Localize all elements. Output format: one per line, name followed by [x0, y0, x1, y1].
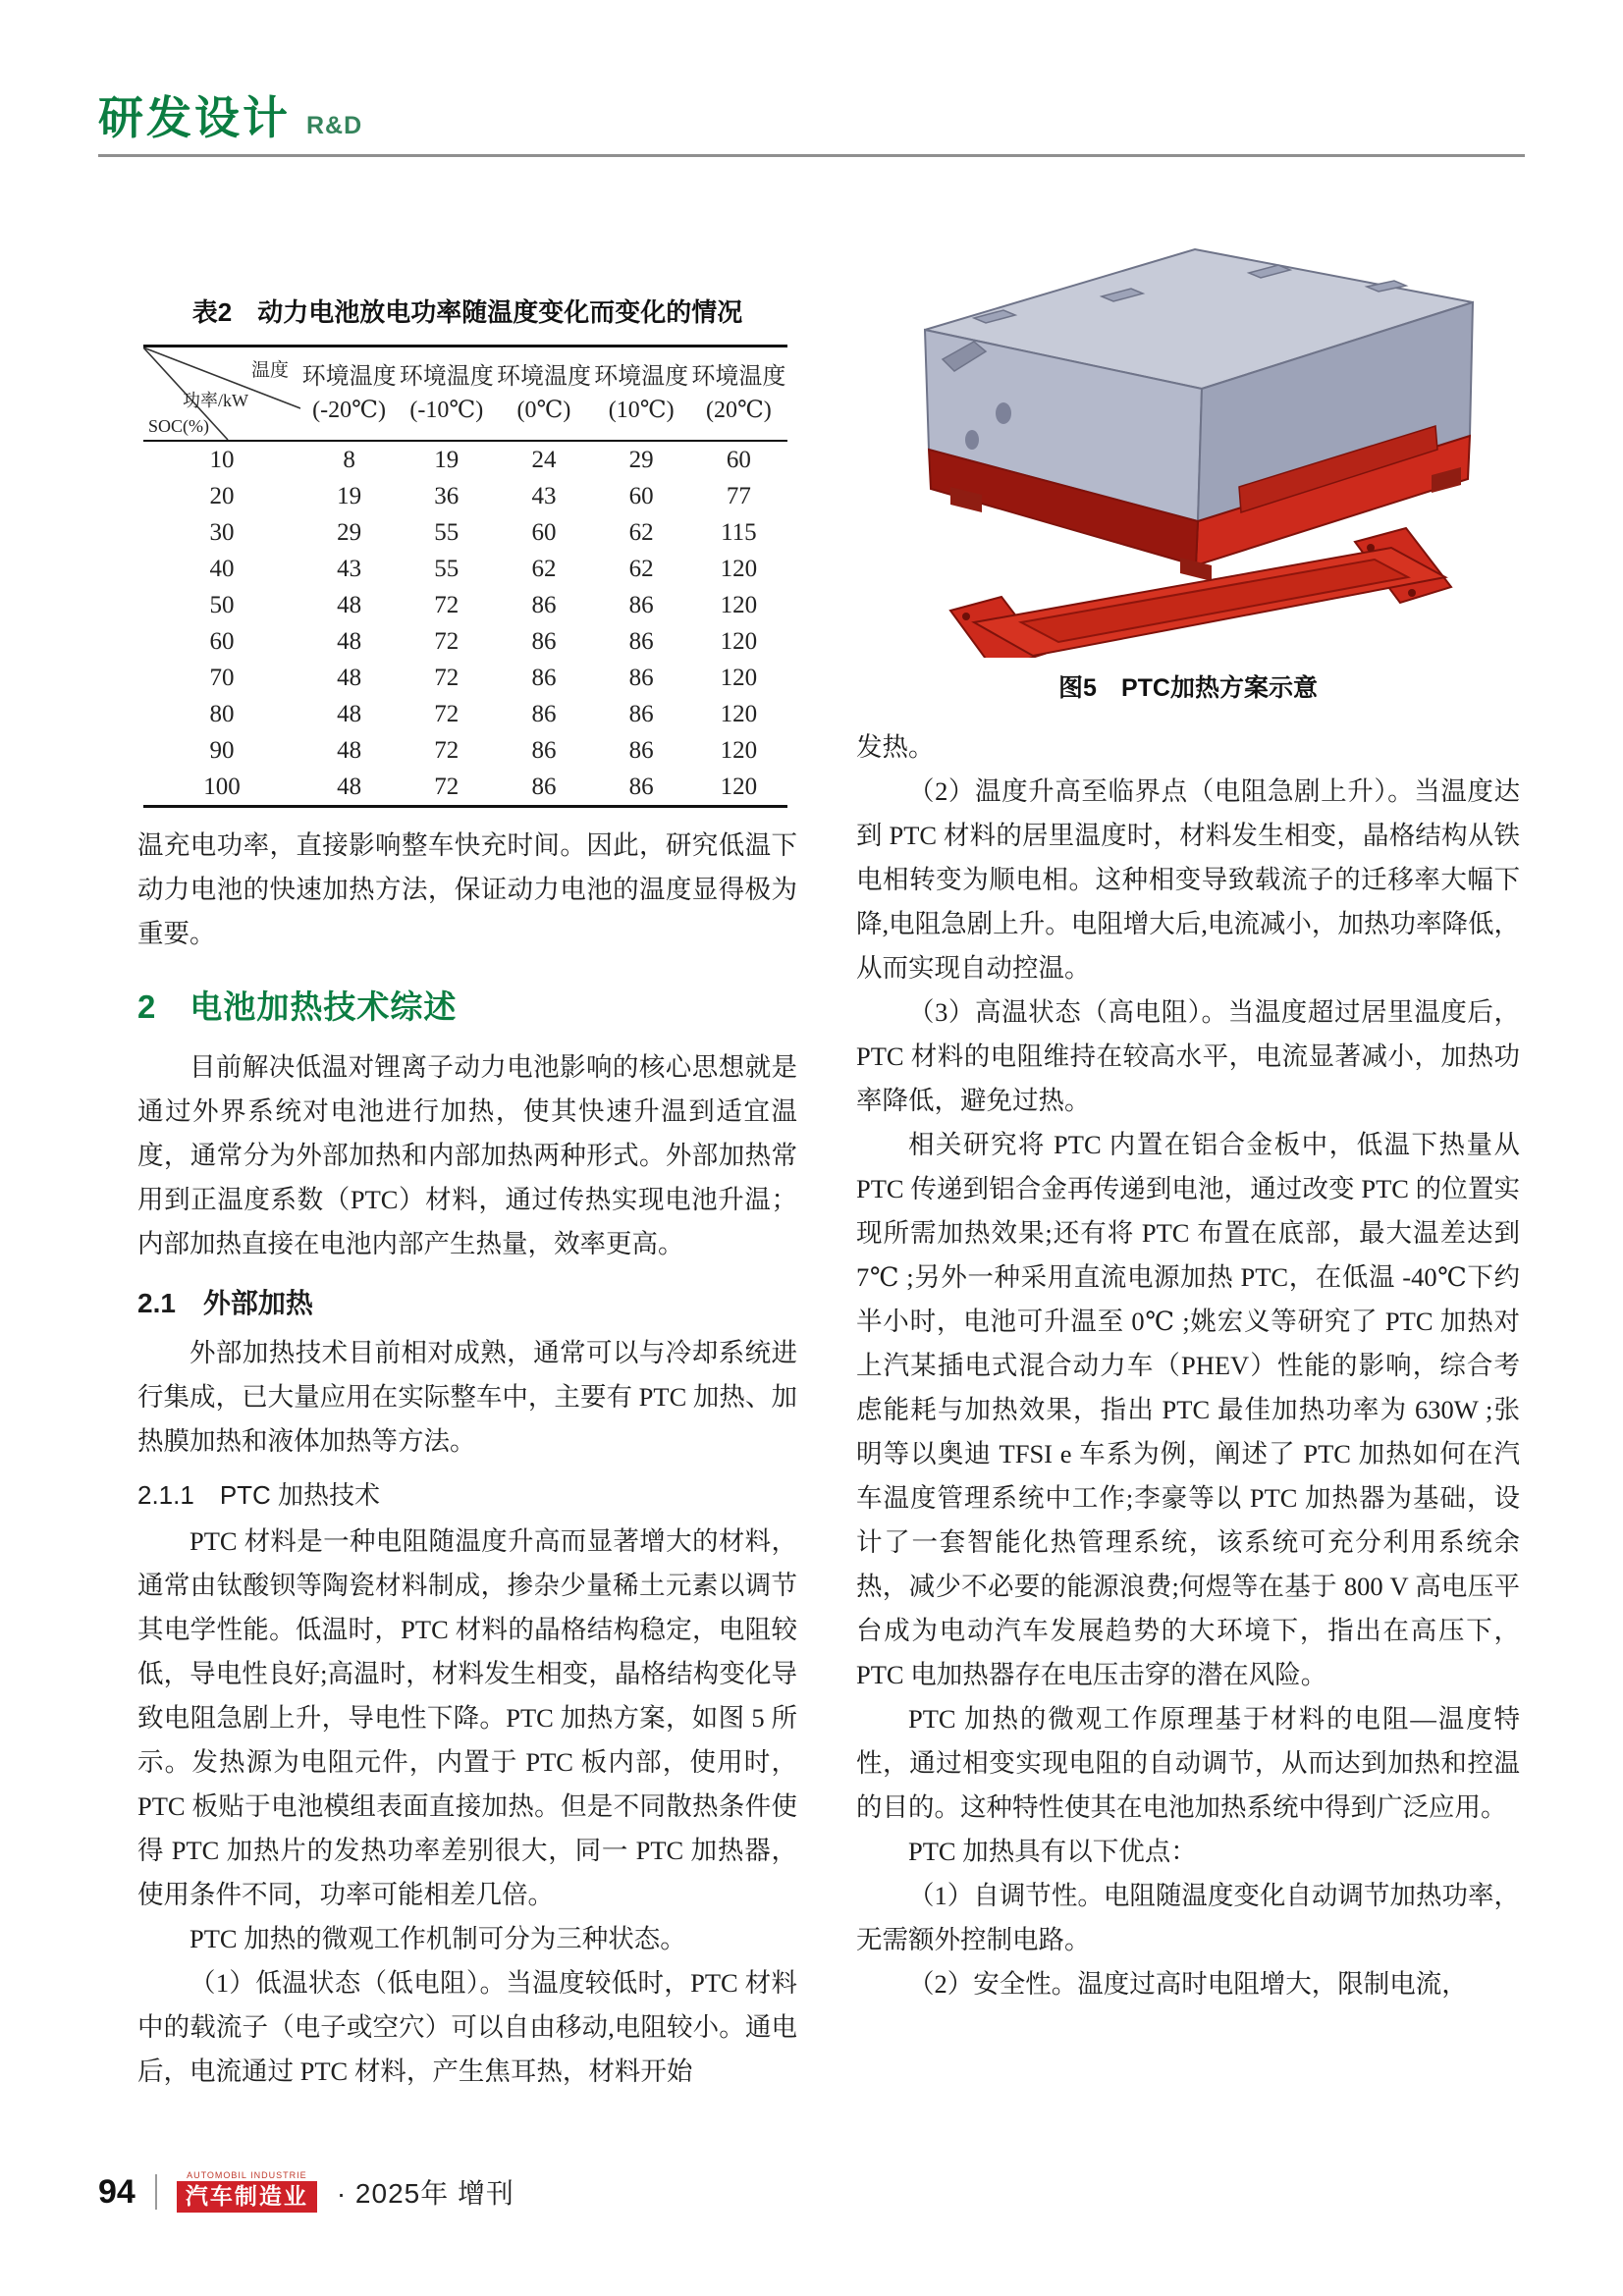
- table-cell: 60: [209, 627, 235, 655]
- issue-label: · 2025年 增刊: [336, 2178, 515, 2209]
- paragraph: PTC 材料是一种电阻随温度升高而显著增大的材料，通常由钛酸钡等陶瓷材料制成，掺杂少量稀土元素以调节其电学性能。低温时，PTC 材料的晶格结构稳定，电阻较低，导电性良好;高温时，材料发生相变，晶格结构变化导致电阻急剧上升，导电性下降。PTC 加热方案，如图 5 所示。发热源为电阻元件，内置于 PTC 板内部，使用时，PTC 板贴于电池模组表面直接加热。但是不同散热条件使得 PTC 加热片的发热功率差别很大，同一 PTC 加热器，使用条件不同，功率可能相差几倍。: [137, 1526, 797, 1909]
- table-cell: 19: [434, 446, 460, 473]
- table-cell: 80: [209, 700, 235, 727]
- subsection-heading: 2.1 外部加热: [137, 1288, 313, 1318]
- table-row: [143, 514, 787, 551]
- table-cell: 86: [628, 700, 654, 727]
- table-cell: 86: [628, 773, 654, 800]
- table-cell: 20: [209, 482, 235, 509]
- corner-label-soc: SOC(%): [148, 416, 209, 436]
- table-cell: 72: [434, 736, 460, 764]
- table-cell: 48: [337, 627, 362, 655]
- table-cell: 48: [337, 736, 362, 764]
- table-cell: 120: [720, 736, 758, 764]
- table-cell: 62: [531, 555, 557, 582]
- paragraph: 目前解决低温对锂离子动力电池影响的核心思想就是通过外界系统对电池进行加热，使其快速升温到适宜温度，通常分为外部加热和内部加热两种形式。外部加热常用到正温度系数（PTC）材料，通过传热实现电池升温；内部加热直接在电池内部产生热量，效率更高。: [137, 1052, 797, 1258]
- paragraph: （1）自调节性。电阻随温度变化自动调节加热功率，无需额外控制电路。: [856, 1881, 1520, 1954]
- paragraph: PTC 加热的微观工作机制可分为三种状态。: [189, 1924, 686, 1953]
- table-row: [143, 587, 787, 623]
- table-cell: 72: [434, 591, 460, 618]
- table-title: 表2 动力电池放电功率随温度变化而变化的情况: [191, 297, 743, 327]
- table-col-header: 环境温度 (0℃): [496, 364, 591, 423]
- paragraph: （2）温度升高至临界点（电阻急剧上升）。当温度达到 PTC 材料的居里温度时，材料发生相变，晶格结构从铁电相转变为顺电相。这种相变导致载流子的迁移率大幅下降,电阻急剧上升。电阻增大后,电流减小，加热功率降低，从而实现自动控温。: [856, 776, 1520, 983]
- table-cell: 86: [531, 700, 557, 727]
- table-cell: 86: [628, 591, 654, 618]
- table-cell: 86: [628, 736, 654, 764]
- figure5: [856, 192, 1520, 704]
- table-cell: 43: [337, 555, 362, 582]
- table-cell: 86: [628, 664, 654, 691]
- table-col-header: 环境温度 (10℃): [594, 364, 689, 423]
- table-cell: 36: [434, 482, 460, 509]
- table-cell: 48: [337, 591, 362, 618]
- footer-divider: [155, 2174, 157, 2210]
- table-cell: 60: [531, 518, 557, 546]
- header-title-cn: 研发设计: [98, 92, 291, 143]
- table-row: [143, 623, 787, 660]
- subsubsection-heading: 2.1.1 PTC 加热技术: [137, 1480, 381, 1510]
- table-cell: 72: [434, 664, 460, 691]
- table-cell: 70: [209, 664, 235, 691]
- table-cell: 19: [337, 482, 362, 509]
- paragraph: PTC 加热的微观工作原理基于材料的电阻—温度特性，通过相变实现电阻的自动调节，从而达到加热和控温的目的。这种特性使其在电池加热系统中得到广泛应用。: [856, 1704, 1520, 1822]
- header-title-en: R&D: [306, 112, 363, 139]
- table-row: [143, 696, 787, 732]
- table-row: [143, 551, 787, 587]
- table-cell: 62: [628, 555, 654, 582]
- logo-title: 汽车制造业: [177, 2181, 317, 2213]
- paragraph: 温充电功率，直接影响整车快充时间。因此，研究低温下动力电池的快速加热方法，保证动力电池的温度显得极为重要。: [137, 830, 797, 948]
- table-cell: 72: [434, 773, 460, 800]
- table-cell: 29: [337, 518, 362, 546]
- table-cell: 120: [720, 773, 758, 800]
- figure5-image: [856, 192, 1520, 658]
- power-temperature-table: [143, 345, 787, 808]
- table-row: [143, 441, 787, 478]
- table-cell: 48: [337, 773, 362, 800]
- corner-label-temperature: 温度: [250, 360, 289, 381]
- table-row: [143, 732, 787, 769]
- left-column: [137, 263, 797, 2094]
- left-column-text: [137, 824, 797, 2094]
- table-cell: 50: [209, 591, 235, 618]
- table-cell: 55: [434, 555, 460, 582]
- table-cell: 86: [531, 736, 557, 764]
- table-cell: 90: [209, 736, 235, 764]
- table-row: [143, 660, 787, 696]
- table-cell: 120: [720, 700, 758, 727]
- table-cell: 60: [628, 482, 654, 509]
- table-cell: 100: [203, 773, 241, 800]
- table-col-header: 环境温度 (-20℃): [301, 364, 397, 423]
- table-cell: 120: [720, 591, 758, 618]
- paragraph: （1）低温状态（低电阻）。当温度较低时，PTC 材料中的载流子（电子或空穴）可以自由移动,电阻较小。通电后，电流通过 PTC 材料，产生焦耳热，材料开始: [137, 1968, 797, 2086]
- table-cell: 120: [720, 555, 758, 582]
- table-cell: 40: [209, 555, 235, 582]
- table-col-header: 环境温度 (-10℃): [399, 364, 494, 423]
- table-body: [143, 441, 787, 807]
- table-cell: 86: [531, 773, 557, 800]
- paragraph: 相关研究将 PTC 内置在铝合金板中，低温下热量从 PTC 传递到铝合金再传递到电池，通过改变 PTC 的位置实现所需加热效果;还有将 PTC 布置在底部，最大温差达到7℃ ;另外一种采用直流电源加热 PTC，在低温 -40℃下约半小时，电池可升温至 0℃ ;姚宏义等研究了 PTC 加热对上汽某插电式混合动力车（PHEV）性能的影响，综合考虑能耗与加热效果，指出 PTC 最佳加热功率为 630W ;张明等以奥迪 TFSI e 车系为例，阐述了 PTC 加热如何在汽车温度管理系统中工作;李豪等以 PTC 加热器为基础，设计了一套智能化热管理系统，该系统可充分利用系统余热，减少不必要的能源浪费;何煜等在基于 800 V 高电压平台成为电动汽车发展趋势的大环境下，指出在高压下，PTC 电加热器存在电压击穿的潜在风险。: [856, 1130, 1520, 1689]
- section-heading: 2 电池加热技术综述: [137, 988, 458, 1025]
- figure5-caption: 图5 PTC加热方案示意: [1058, 674, 1318, 702]
- table-cell: 29: [628, 446, 654, 473]
- table-cell: 48: [337, 664, 362, 691]
- table-cell: 72: [434, 627, 460, 655]
- table-cell: 86: [531, 591, 557, 618]
- header-rule: [98, 154, 1525, 157]
- table-col-header: 环境温度 (20℃): [691, 364, 786, 423]
- table-cell: 48: [337, 700, 362, 727]
- table-cell: 77: [726, 482, 751, 509]
- table-cell: 72: [434, 700, 460, 727]
- table-cell: 86: [531, 664, 557, 691]
- table-cell: 43: [531, 482, 557, 509]
- paragraph: 外部加热技术目前相对成熟，通常可以与冷却系统进行集成，已大量应用在实际整车中，主要有 PTC 加热、加热膜加热和液体加热等方法。: [137, 1338, 797, 1456]
- table-row: [143, 478, 787, 514]
- paragraph: （3）高温状态（高电阻）。当温度超过居里温度后，PTC 材料的电阻维持在较高水平，电流显著减小，加热功率降低，避免过热。: [856, 997, 1520, 1115]
- table-cell: 120: [720, 627, 758, 655]
- magazine-logo: [177, 2171, 317, 2213]
- table-cell: 30: [209, 518, 235, 546]
- table-cell: 55: [434, 518, 460, 546]
- table-cell: 120: [720, 664, 758, 691]
- right-column-text: [856, 725, 1520, 2006]
- right-column: [856, 192, 1520, 2006]
- paragraph: （2）安全性。温度过高时电阻增大，限制电流，: [908, 1969, 1468, 1999]
- table-header-row: [143, 347, 787, 442]
- table-cell: 60: [726, 446, 751, 473]
- table-cell: 10: [209, 446, 235, 473]
- table-cell: 24: [531, 446, 557, 473]
- paragraph: 发热。: [856, 732, 935, 762]
- table-cell: 86: [531, 627, 557, 655]
- paragraph: PTC 加热具有以下优点：: [908, 1837, 1197, 1866]
- table-cell: 86: [628, 627, 654, 655]
- corner-label-power: 功率/kW: [183, 391, 248, 410]
- logo-subtitle: AUTOMOBIL INDUSTRIE: [187, 2170, 307, 2180]
- table-corner-cell: [143, 347, 300, 442]
- table-cell: 62: [628, 518, 654, 546]
- page-header: [98, 82, 362, 147]
- page-number: 94: [98, 2172, 135, 2211]
- page-footer: [98, 2171, 514, 2213]
- table-cell: 115: [721, 518, 757, 546]
- table-row: [143, 769, 787, 807]
- table-cell: 8: [343, 446, 355, 473]
